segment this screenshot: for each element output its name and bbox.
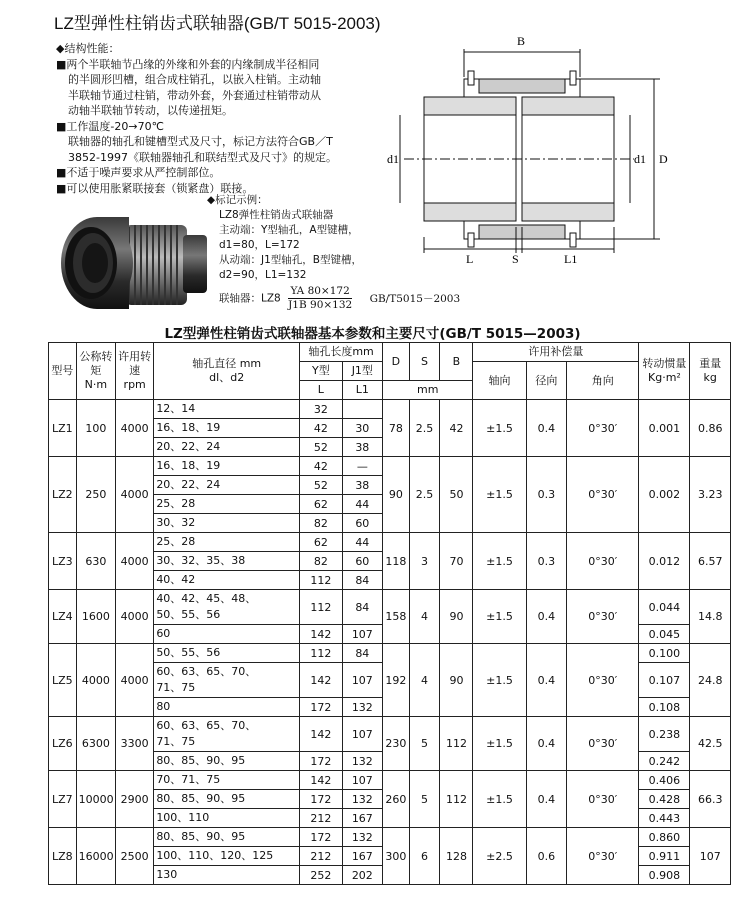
cell-length-y: 52 <box>300 438 343 457</box>
cell-diameter: 40、42、45、48、 50、55、56 <box>154 590 300 625</box>
cell-length-j1: 107 <box>342 663 382 698</box>
cell-radial: 0.4 <box>526 590 566 644</box>
header-compensation: 许用补偿量 <box>473 343 639 362</box>
cell-b: 128 <box>440 828 473 885</box>
cell-weight: 6.57 <box>690 533 731 590</box>
feature-line: 动轴半联轴节转动，以传递扭矩。 <box>68 104 233 117</box>
cell-torque: 10000 <box>76 771 115 828</box>
cell-inertia: 0.012 <box>639 533 690 590</box>
header-j1: J1型 <box>342 362 382 381</box>
header-diameter: 轴孔直径 mm dl、d2 <box>154 343 300 400</box>
table-row <box>49 590 731 625</box>
cell-speed: 3300 <box>116 717 154 771</box>
cell-length-j1: 38 <box>342 476 382 495</box>
feature-line: ■可以使用胀紧联接套（锁紧盘）联接。 <box>56 181 254 195</box>
header-y: Y型 <box>300 362 343 381</box>
cell-b: 90 <box>440 644 473 717</box>
cell-axial: ±1.5 <box>473 771 526 828</box>
cell-diameter: 100、110 <box>154 809 300 828</box>
cell-weight: 3.23 <box>690 457 731 533</box>
dim-label-l1: L1 <box>564 252 578 265</box>
cell-d: 192 <box>383 644 410 717</box>
cell-length-y: 172 <box>300 790 343 809</box>
dim-label-d: D <box>659 152 668 166</box>
cell-diameter: 100、110、120、125 <box>154 847 300 866</box>
cell-model: LZ4 <box>49 590 77 644</box>
cell-radial: 0.4 <box>526 400 566 457</box>
dim-label-d2: d1 <box>634 152 646 166</box>
spec-table <box>48 342 731 885</box>
cell-length-y: 62 <box>300 533 343 552</box>
cell-torque: 6300 <box>76 717 115 771</box>
cell-model: LZ7 <box>49 771 77 828</box>
cell-torque: 1600 <box>76 590 115 644</box>
cell-length-j1: 202 <box>342 866 382 885</box>
cell-length-y: 62 <box>300 495 343 514</box>
header-b: B <box>440 343 473 381</box>
cell-s: 5 <box>409 771 440 828</box>
cell-inertia: 0.860 <box>639 828 690 847</box>
cell-b: 112 <box>440 717 473 771</box>
cell-diameter: 12、14 <box>154 400 300 419</box>
cell-model: LZ2 <box>49 457 77 533</box>
cell-torque: 100 <box>76 400 115 457</box>
cell-weight: 66.3 <box>690 771 731 828</box>
cell-diameter: 70、71、75 <box>154 771 300 790</box>
cell-b: 112 <box>440 771 473 828</box>
cell-diameter: 25、28 <box>154 495 300 514</box>
cell-inertia: 0.908 <box>639 866 690 885</box>
cell-d: 78 <box>383 400 410 457</box>
table-row <box>49 533 731 552</box>
cell-diameter: 80 <box>154 698 300 717</box>
cell-inertia: 0.238 <box>639 717 690 752</box>
cell-radial: 0.6 <box>526 828 566 885</box>
cell-length-j1: 132 <box>342 698 382 717</box>
cell-length-y: 212 <box>300 847 343 866</box>
cell-d: 90 <box>383 457 410 533</box>
cell-speed: 4000 <box>116 590 154 644</box>
marking-line: d2=90，L1=132 <box>219 269 307 281</box>
cell-speed: 2900 <box>116 771 154 828</box>
cell-angular: 0°30′ <box>567 717 639 771</box>
cell-length-y: 112 <box>300 571 343 590</box>
marking-line: ◆标记示例： <box>207 194 268 206</box>
header-weight: 重量 kg <box>690 343 731 400</box>
feature-line: ■不适于噪声要求从严控制部位。 <box>56 166 221 179</box>
header-mm: mm <box>383 381 473 400</box>
marking-numerator: YA 80×172 <box>288 285 352 299</box>
cell-b: 70 <box>440 533 473 590</box>
cell-length-j1: 84 <box>342 571 382 590</box>
cell-length-y: 42 <box>300 419 343 438</box>
feature-line: 3852-1997《联轴器轴孔和联结型式及尺寸》的规定。 <box>68 150 337 164</box>
cell-diameter: 60 <box>154 625 300 644</box>
cell-s: 5 <box>409 717 440 771</box>
cell-d: 260 <box>383 771 410 828</box>
cell-speed: 4000 <box>116 644 154 717</box>
cell-angular: 0°30′ <box>567 828 639 885</box>
table-row <box>49 644 731 663</box>
cell-inertia: 0.100 <box>639 644 690 663</box>
table-title: LZ型弹性柱销齿式联轴器基本参数和主要尺寸(GB/T 5015—2003) <box>164 326 581 342</box>
cell-radial: 0.3 <box>526 533 566 590</box>
cell-weight: 107 <box>690 828 731 885</box>
marking-line: d1=80，L=172 <box>219 239 300 251</box>
cell-radial: 0.3 <box>526 457 566 533</box>
header-axial: 轴向 <box>473 362 526 400</box>
cell-length-y: 142 <box>300 625 343 644</box>
feature-line: 的半圆形凹槽，组合成柱销孔，以嵌入柱销。主动轴 <box>68 73 321 86</box>
cell-diameter: 20、22、24 <box>154 438 300 457</box>
cell-radial: 0.4 <box>526 771 566 828</box>
header-inertia: 转动惯量 Kg·m² <box>639 343 690 400</box>
cell-weight: 42.5 <box>690 717 731 771</box>
cell-diameter: 80、85、90、95 <box>154 752 300 771</box>
cell-length-j1: 60 <box>342 552 382 571</box>
dim-label-d1: d1 <box>387 152 399 166</box>
cell-s: 2.5 <box>409 457 440 533</box>
cell-angular: 0°30′ <box>567 644 639 717</box>
cell-d: 230 <box>383 717 410 771</box>
header-radial: 径向 <box>526 362 566 400</box>
cell-diameter: 50、55、56 <box>154 644 300 663</box>
cell-length-y: 142 <box>300 717 343 752</box>
cell-length-j1: 107 <box>342 717 382 752</box>
cell-radial: 0.4 <box>526 644 566 717</box>
cell-length-y: 82 <box>300 514 343 533</box>
cell-inertia: 0.044 <box>639 590 690 625</box>
cell-diameter: 40、42 <box>154 571 300 590</box>
cell-axial: ±1.5 <box>473 533 526 590</box>
cell-length-j1 <box>342 400 382 419</box>
cell-diameter: 60、63、65、70、 71、75 <box>154 717 300 752</box>
marking-line: 主动端：Y型轴孔，A型键槽， <box>219 224 359 236</box>
cell-radial: 0.4 <box>526 717 566 771</box>
header-model: 型号 <box>49 343 77 400</box>
cell-model: LZ3 <box>49 533 77 590</box>
cell-weight: 24.8 <box>690 644 731 717</box>
cell-diameter: 30、32、35、38 <box>154 552 300 571</box>
dim-label-s: S <box>512 252 519 265</box>
table-row <box>49 400 731 419</box>
marking-standard: GB/T5015－2003 <box>369 292 461 305</box>
cell-diameter: 16、18、19 <box>154 457 300 476</box>
cell-length-y: 142 <box>300 663 343 698</box>
cell-length-j1: 167 <box>342 847 382 866</box>
feature-line: ■两个半联轴节凸缘的外缘和外套的内缘制成半径相同 <box>56 57 320 71</box>
cell-inertia: 0.242 <box>639 752 690 771</box>
cell-length-y: 112 <box>300 590 343 625</box>
cell-length-j1: 84 <box>342 590 382 625</box>
header-l: L <box>300 381 343 400</box>
cell-diameter: 25、28 <box>154 533 300 552</box>
cell-inertia: 0.443 <box>639 809 690 828</box>
cell-length-y: 172 <box>300 752 343 771</box>
cell-speed: 2500 <box>116 828 154 885</box>
marking-line: LZ8弹性柱销齿式联轴器 <box>219 209 334 221</box>
cell-axial: ±1.5 <box>473 717 526 771</box>
cell-length-j1: 60 <box>342 514 382 533</box>
header-s: S <box>409 343 440 381</box>
cell-s: 6 <box>409 828 440 885</box>
cell-angular: 0°30′ <box>567 533 639 590</box>
cell-inertia: 0.001 <box>639 400 690 457</box>
cell-angular: 0°30′ <box>567 400 639 457</box>
cell-torque: 16000 <box>76 828 115 885</box>
cell-length-y: 112 <box>300 644 343 663</box>
cell-inertia: 0.045 <box>639 625 690 644</box>
cell-length-y: 142 <box>300 771 343 790</box>
marking-denominator: J1B 90×132 <box>288 299 353 311</box>
cell-length-y: 212 <box>300 809 343 828</box>
cell-length-y: 172 <box>300 698 343 717</box>
cell-model: LZ8 <box>49 828 77 885</box>
dim-label-b: B <box>517 34 526 48</box>
cell-length-j1: 167 <box>342 809 382 828</box>
cell-length-j1: 84 <box>342 644 382 663</box>
cell-axial: ±2.5 <box>473 828 526 885</box>
cell-inertia: 0.428 <box>639 790 690 809</box>
cell-torque: 630 <box>76 533 115 590</box>
marking-prefix: 联轴器：LZ8 <box>219 292 281 305</box>
cell-axial: ±1.5 <box>473 400 526 457</box>
cell-d: 158 <box>383 590 410 644</box>
cell-length-j1: 132 <box>342 790 382 809</box>
cell-length-j1: 107 <box>342 625 382 644</box>
cell-length-j1: 107 <box>342 771 382 790</box>
cell-length-y: 42 <box>300 457 343 476</box>
cell-speed: 4000 <box>116 400 154 457</box>
product-photo <box>55 205 213 320</box>
table-row <box>49 828 731 847</box>
cell-weight: 0.86 <box>690 400 731 457</box>
cell-angular: 0°30′ <box>567 590 639 644</box>
cell-s: 4 <box>409 590 440 644</box>
feature-line: 联轴器的轴孔和键槽型式及尺寸，标记方法符合GB／T <box>68 135 333 148</box>
cell-diameter: 16、18、19 <box>154 419 300 438</box>
feature-line: ◆结构性能： <box>56 42 120 55</box>
cell-b: 42 <box>440 400 473 457</box>
cell-inertia: 0.108 <box>639 698 690 717</box>
cell-weight: 14.8 <box>690 590 731 644</box>
cell-torque: 250 <box>76 457 115 533</box>
feature-line: ■工作温度-20→70℃ <box>56 119 164 133</box>
cell-axial: ±1.5 <box>473 457 526 533</box>
cell-length-j1: 132 <box>342 828 382 847</box>
table-row <box>49 457 731 476</box>
cell-diameter: 80、85、90、95 <box>154 790 300 809</box>
header-length: 轴孔长度mm <box>300 343 383 362</box>
cell-speed: 4000 <box>116 457 154 533</box>
cell-s: 4 <box>409 644 440 717</box>
cell-length-y: 52 <box>300 476 343 495</box>
page-title: LZ型弹性柱销齿式联轴器(GB/T 5015-2003) <box>54 14 381 33</box>
cell-s: 2.5 <box>409 400 440 457</box>
marking-example <box>207 193 461 312</box>
cell-length-j1: — <box>342 457 382 476</box>
cell-length-j1: 44 <box>342 533 382 552</box>
cell-axial: ±1.5 <box>473 644 526 717</box>
cell-length-j1: 38 <box>342 438 382 457</box>
features-list <box>56 41 376 196</box>
cell-angular: 0°30′ <box>567 771 639 828</box>
cell-length-y: 82 <box>300 552 343 571</box>
cell-b: 90 <box>440 590 473 644</box>
cell-inertia: 0.911 <box>639 847 690 866</box>
cell-diameter: 30、32 <box>154 514 300 533</box>
cell-diameter: 130 <box>154 866 300 885</box>
table-row <box>49 717 731 752</box>
table-row <box>49 771 731 790</box>
cell-length-y: 32 <box>300 400 343 419</box>
cell-s: 3 <box>409 533 440 590</box>
header-angular: 角向 <box>567 362 639 400</box>
cell-length-j1: 30 <box>342 419 382 438</box>
cell-d: 300 <box>383 828 410 885</box>
cell-length-y: 172 <box>300 828 343 847</box>
header-l1: L1 <box>342 381 382 400</box>
cell-model: LZ6 <box>49 717 77 771</box>
marking-fraction <box>288 285 352 312</box>
cell-torque: 4000 <box>76 644 115 717</box>
header-d: D <box>383 343 410 381</box>
cell-diameter: 20、22、24 <box>154 476 300 495</box>
cell-b: 50 <box>440 457 473 533</box>
cell-axial: ±1.5 <box>473 590 526 644</box>
cell-model: LZ5 <box>49 644 77 717</box>
cell-inertia: 0.406 <box>639 771 690 790</box>
marking-line: 从动端：J1型轴孔，B型键槽， <box>219 254 362 266</box>
cell-diameter: 80、85、90、95 <box>154 828 300 847</box>
feature-line: 半联轴节通过柱销，带动外套，外套通过柱销带动从 <box>68 88 321 102</box>
dim-label-l: L <box>466 252 474 265</box>
cell-angular: 0°30′ <box>567 457 639 533</box>
cell-diameter: 60、63、65、70、 71、75 <box>154 663 300 698</box>
cell-length-j1: 132 <box>342 752 382 771</box>
cell-length-j1: 44 <box>342 495 382 514</box>
cell-inertia: 0.107 <box>639 663 690 698</box>
cell-length-y: 252 <box>300 866 343 885</box>
cell-model: LZ1 <box>49 400 77 457</box>
cell-inertia: 0.002 <box>639 457 690 533</box>
header-speed: 许用转速 rpm <box>116 343 154 400</box>
cell-d: 118 <box>383 533 410 590</box>
cell-speed: 4000 <box>116 533 154 590</box>
header-torque: 公称转矩 N·m <box>76 343 115 400</box>
